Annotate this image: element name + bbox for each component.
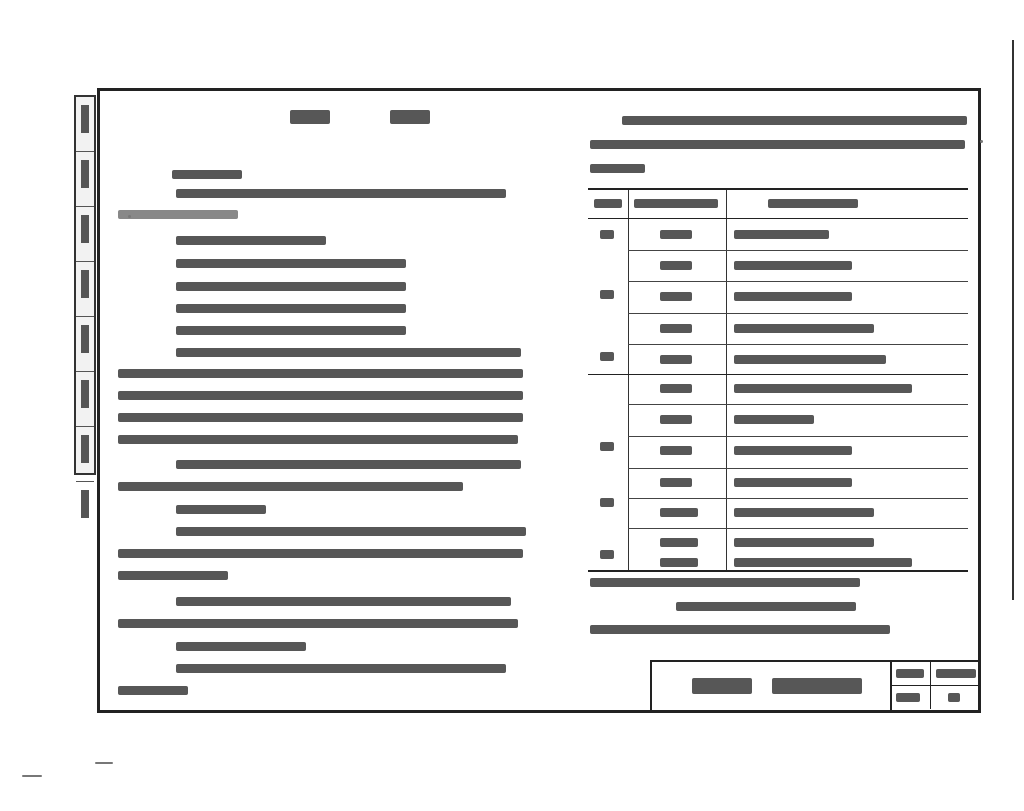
scan-speck bbox=[22, 775, 42, 777]
title-block bbox=[650, 660, 980, 712]
window-type-table bbox=[588, 188, 968, 572]
scan-speck bbox=[95, 762, 113, 764]
scan-speck bbox=[980, 140, 983, 143]
page-heading-placeholder bbox=[290, 100, 440, 130]
right-edge-strip bbox=[1012, 40, 1024, 600]
scan-speck bbox=[128, 215, 131, 218]
side-strip bbox=[74, 95, 96, 475]
